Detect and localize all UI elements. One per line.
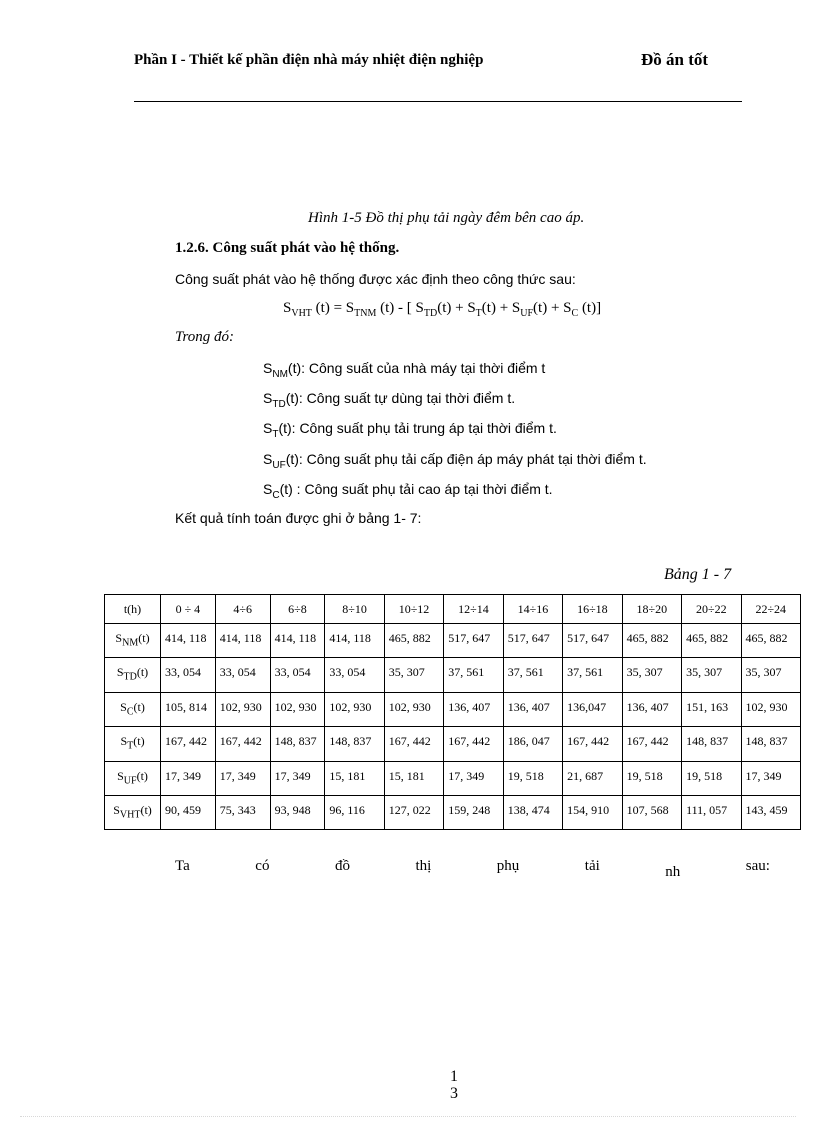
table-cell: 35, 307 (741, 658, 800, 692)
header-cell: 10÷12 (384, 595, 443, 624)
page-bottom-edge (20, 1116, 796, 1117)
definition-item: $S_C(t)$ : Công suất phụ tải cao áp tại thời điểm t. (263, 481, 553, 501)
table-cell: 33, 054 (270, 658, 325, 692)
table-cell: 102, 930 (741, 692, 800, 726)
table-cell: 167, 442 (215, 727, 270, 761)
header-cell: 18÷20 (622, 595, 681, 624)
definition-item: $S_T(t)$: Công suất phụ tải trung áp tại thời điểm t. (263, 420, 557, 440)
table-cell: 33, 054 (325, 658, 384, 692)
table-cell: 148, 837 (325, 727, 384, 761)
table-cell: 465, 882 (682, 624, 741, 658)
header-right-title: Đồ án tốt (641, 50, 709, 69)
table-cell: 96, 116 (325, 795, 384, 829)
table-cell: 75, 343 (215, 795, 270, 829)
table-cell: 148, 837 (741, 727, 800, 761)
table-cell: 159, 248 (444, 795, 503, 829)
table-cell: 151, 163 (682, 692, 741, 726)
table-cell: 154, 910 (563, 795, 622, 829)
table-cell: 465, 882 (622, 624, 681, 658)
header-cell: 16÷18 (563, 595, 622, 624)
table-header-row (105, 595, 801, 624)
table-cell: 517, 647 (503, 624, 562, 658)
table-cell: 414, 118 (215, 624, 270, 658)
table-cell: 167, 442 (444, 727, 503, 761)
header-cell: 14÷16 (503, 595, 562, 624)
table-cell: 127, 022 (384, 795, 443, 829)
closing-word: đồ (334, 858, 350, 874)
definition-item: $S_{TD}(t)$: Công suất tự dùng tại thời điểm t. (263, 390, 516, 410)
table-cell: 136, 407 (503, 692, 562, 726)
closing-word: sau: (745, 858, 770, 874)
table-cell: 37, 561 (444, 658, 503, 692)
formula: $S_{VHT}$ $(t) = S_{TNM}$ (t) - [ $S_{TD}(t) + S_T(t) + S_{UF}(t) + S_C$ (t)] (283, 300, 602, 319)
table-cell: 138, 474 (503, 795, 562, 829)
row-label: $S_{NM}(t)$ (105, 624, 161, 658)
row-label: $S_{VHT}(t)$ (105, 795, 161, 829)
table-cell: 414, 118 (161, 624, 216, 658)
table-row (105, 727, 801, 761)
table-cell: 136,047 (563, 692, 622, 726)
table-cell: 102, 930 (215, 692, 270, 726)
table-cell: 517, 647 (444, 624, 503, 658)
results-table (104, 594, 801, 830)
closing-word: Ta (175, 858, 190, 874)
closing-word: tải (584, 858, 600, 874)
row-label: $S_{TD}(t)$ (105, 658, 161, 692)
table-row (105, 761, 801, 795)
table-cell: 15, 181 (384, 761, 443, 795)
header-divider (134, 101, 742, 102)
intro-paragraph: Công suất phát vào hệ thống được xác định theo công thức sau: (175, 271, 576, 287)
table-cell: 19, 518 (503, 761, 562, 795)
table-cell: 148, 837 (682, 727, 741, 761)
row-label: $S_C(t)$ (105, 692, 161, 726)
row-label: $S_{UF}(t)$ (105, 761, 161, 795)
page-number: 1 3 (450, 1068, 458, 1102)
table-cell: 186, 047 (503, 727, 562, 761)
table-cell: 102, 930 (270, 692, 325, 726)
table-cell: 105, 814 (161, 692, 216, 726)
row-label: $S_T(t)$ (105, 727, 161, 761)
table-row (105, 795, 801, 829)
table-cell: 33, 054 (215, 658, 270, 692)
table-cell: 465, 882 (384, 624, 443, 658)
table-cell: 167, 442 (384, 727, 443, 761)
table-cell: 93, 948 (270, 795, 325, 829)
closing-line (175, 858, 770, 880)
table-cell: 90, 459 (161, 795, 216, 829)
header-cell: 4÷6 (215, 595, 270, 624)
table-cell: 136, 407 (622, 692, 681, 726)
table-cell: 19, 518 (622, 761, 681, 795)
result-paragraph: Kết quả tính toán được ghi ở bảng 1- 7: (175, 510, 422, 526)
definition-item: $S_{NM}(t)$: Công suất của nhà máy tại thời điểm t (263, 360, 546, 380)
closing-word: phụ (496, 858, 520, 874)
closing-word: thị (415, 858, 432, 874)
closing-word: nh (665, 864, 681, 880)
table-row (105, 658, 801, 692)
table-caption: Bảng 1 - 7 (664, 566, 732, 583)
table-cell: 17, 349 (741, 761, 800, 795)
table-cell: 15, 181 (325, 761, 384, 795)
table-body (105, 624, 801, 830)
header-cell: 12÷14 (444, 595, 503, 624)
header-cell: 8÷10 (325, 595, 384, 624)
header-cell: 20÷22 (682, 595, 741, 624)
table-cell: 111, 057 (682, 795, 741, 829)
table-cell: 136, 407 (444, 692, 503, 726)
section-title: 1.2.6. Công suất phát vào hệ thống. (175, 240, 400, 256)
table-row (105, 692, 801, 726)
table-cell: 17, 349 (215, 761, 270, 795)
header-cell: 6÷8 (270, 595, 325, 624)
table-cell: 19, 518 (682, 761, 741, 795)
table-cell: 102, 930 (384, 692, 443, 726)
header-left-title: Phần I - Thiết kế phần điện nhà máy nhiệt điện nghiệp (134, 52, 484, 68)
table-cell: 414, 118 (270, 624, 325, 658)
table-cell: 21, 687 (563, 761, 622, 795)
where-label: Trong đó: (175, 329, 235, 345)
table-cell: 37, 561 (503, 658, 562, 692)
table-cell: 465, 882 (741, 624, 800, 658)
table-cell: 414, 118 (325, 624, 384, 658)
table-cell: 167, 442 (563, 727, 622, 761)
table-row (105, 624, 801, 658)
header-cell: 0 ÷ 4 (161, 595, 216, 624)
header-cell: t(h) (105, 595, 161, 624)
table-cell: 107, 568 (622, 795, 681, 829)
closing-word: có (255, 858, 270, 874)
table-cell: 167, 442 (161, 727, 216, 761)
table-cell: 517, 647 (563, 624, 622, 658)
table-cell: 35, 307 (384, 658, 443, 692)
table-cell: 37, 561 (563, 658, 622, 692)
table-cell: 143, 459 (741, 795, 800, 829)
table-cell: 33, 054 (161, 658, 216, 692)
table-cell: 17, 349 (161, 761, 216, 795)
table-cell: 102, 930 (325, 692, 384, 726)
table-cell: 35, 307 (682, 658, 741, 692)
figure-caption: Hình 1-5 Đồ thị phụ tải ngày đêm bên cao áp. (308, 210, 585, 226)
table-cell: 148, 837 (270, 727, 325, 761)
definition-item: $S_{UF}(t)$: Công suất phụ tải cấp điện áp máy phát tại thời điểm t. (263, 451, 647, 471)
table-cell: 17, 349 (270, 761, 325, 795)
header-cell: 22÷24 (741, 595, 800, 624)
table-cell: 17, 349 (444, 761, 503, 795)
table-cell: 167, 442 (622, 727, 681, 761)
table-cell: 35, 307 (622, 658, 681, 692)
